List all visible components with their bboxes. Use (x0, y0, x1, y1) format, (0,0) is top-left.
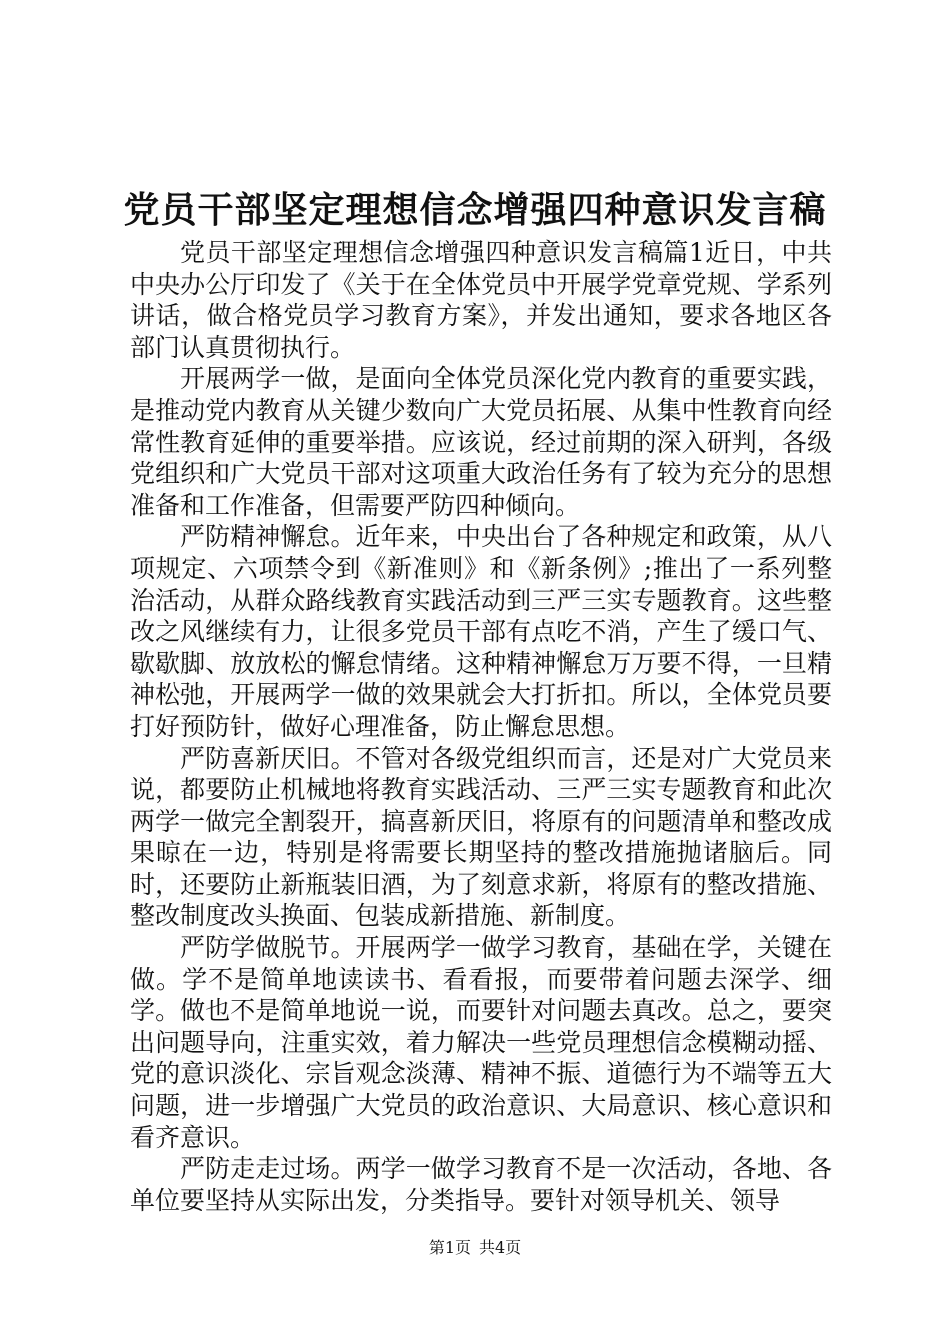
paragraph-overview: 开展两学一做，是面向全体党员深化党内教育的重要实践，是推动党内教育从关键少数向广大党员拓展、从集中性教育向经常性教育延伸的重要举措。应该说，经过前期的深入研判，各级党组织和广大党员干部对这项重大政治任务有了较为充分的思想准备和工作准备，但需要严防四种倾向。 (130, 364, 832, 520)
document-title: 党员干部坚定理想信念增强四种意识发言稿 (123, 189, 827, 231)
paragraph-novelty: 严防喜新厌旧。不管对各级党组织而言，还是对广大党员来说，都要防止机械地将教育实践活动、三严三实专题教育和此次两学一做完全割裂开，搞喜新厌旧，将原有的问题清单和整改成果晾在一边，特别是将需要长期坚持的整改措施抛诸脑后。同时，还要防止新瓶装旧酒，为了刻意求新，将原有的整改措施、整改制度改头换面、包装成新措施、新制度。 (130, 743, 832, 931)
paragraph-intro: 党员干部坚定理想信念增强四种意识发言稿篇1近日，中共中央办公厅印发了《关于在全体党员中开展学党章党规、学系列讲话，做合格党员学习教育方案》，并发出通知，要求各地区各部门认真贯彻执行。 (130, 238, 832, 362)
paragraph-formality: 严防走走过场。两学一做学习教育不是一次活动，各地、各单位要坚持从实际出发，分类指导。要针对领导机关、领导 (130, 1154, 832, 1215)
paragraph-slackness: 严防精神懈怠。近年来，中央出台了各种规定和政策，从八项规定、六项禁令到《新准则》和《新条例》;推出了一系列整治活动，从群众路线教育实践活动到三严三实专题教育。这些整改之风继续有力，让很多党员干部有点吃不消，产生了缓口气、歇歇脚、放放松的懈怠情绪。这种精神懈怠万万要不得，一旦精神松弛，开展两学一做的效果就会大打折扣。所以，全体党员要打好预防针，做好心理准备，防止懈怠思想。 (130, 522, 832, 741)
paragraph-study-practice: 严防学做脱节。开展两学一做学习教育，基础在学，关键在做。学不是简单地读读书、看看报，而要带着问题去深学、细学。做也不是简单地说一说，而要针对问题去真改。总之，要突出问题导向，注重实效，着力解决一些党员理想信念模糊动摇、党的意识淡化、宗旨观念淡薄、精神不振、道德行为不端等五大问题，进一步增强广大党员的政治意识、大局意识、核心意识和看齐意识。 (130, 933, 832, 1152)
document-body (130, 237, 832, 1216)
page-footer (0, 1238, 950, 1258)
page-number: 第1页 (428, 1238, 471, 1257)
page-total: 共4页 (479, 1238, 522, 1257)
